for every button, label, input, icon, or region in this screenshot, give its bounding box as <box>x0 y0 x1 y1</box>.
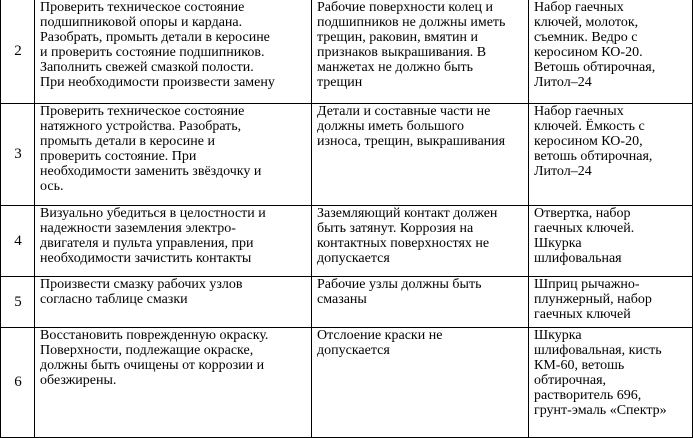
table-row <box>1 206 693 277</box>
work-description: Произвести смазку рабочих узлов согласно таблице смазки <box>40 277 243 307</box>
table-row <box>1 0 693 104</box>
tools-materials: Набор гаечных ключей, молоток, съемник. Ведро с керосином КО-20. Ветошь обтирочная, Литол–24 <box>534 0 656 90</box>
work-description: Проверить техническое состояние натяжного устройства. Разобрать, промыть детали в керосине и проверить состояние. При необходимости заменить звёздочку и ось. <box>40 104 262 194</box>
tools-materials: Шприц рычажно- плунжерный, набор гаечных ключей <box>534 277 652 322</box>
row-number: 4 <box>1 206 35 277</box>
row-number: 5 <box>1 277 35 328</box>
technical-requirements: Отслоение краски не допускается <box>317 328 443 358</box>
technical-requirements: Детали и составные части не должны иметь большого износа, трещин, выкрашивания <box>317 104 506 149</box>
work-description: Визуально убедиться в целостности и надежности заземления электро- двигателя и пульта управления, при необходимости зачистить контакты <box>40 206 266 266</box>
table-row <box>1 277 693 328</box>
row-number: 3 <box>1 104 35 206</box>
technical-requirements: Рабочие узлы должны быть смазаны <box>317 277 482 307</box>
table-row <box>1 328 693 438</box>
tools-materials: Набор гаечных ключей. Ёмкость с керосином КО-20, ветошь обтирочная, Литол–24 <box>534 104 653 179</box>
table-row <box>1 104 693 206</box>
row-number: 2 <box>1 0 35 104</box>
tools-materials: Шкурка шлифовальная, кисть КМ-60, ветошь обтирочная, растворитель 696, грунт-эмаль «Спектр» <box>534 328 667 418</box>
work-description: Проверить техническое состояние подшипниковой опоры и кардана. Разобрать, промыть детали в керосине и проверить состояние подшипников. Заполнить свежей смазкой полости. При необходимости произвести замену <box>40 0 275 90</box>
work-description: Восстановить поврежденную окраску. Поверхности, подлежащие окраске, должны быть очищены от коррозии и обезжирены. <box>40 328 269 388</box>
technical-requirements: Рабочие поверхности колец и подшипников не должны иметь трещин, раковин, вмятин и признаков выкрашивания. В манжетах не должно быть трещин <box>317 0 506 90</box>
row-number: 6 <box>1 328 35 438</box>
tools-materials: Отвертка, набор гаечных ключей. Шкурка шлифовальная <box>534 206 635 266</box>
technical-requirements: Заземляющий контакт должен быть затянут. Коррозия на контактных поверхностях не допускается <box>317 206 498 266</box>
